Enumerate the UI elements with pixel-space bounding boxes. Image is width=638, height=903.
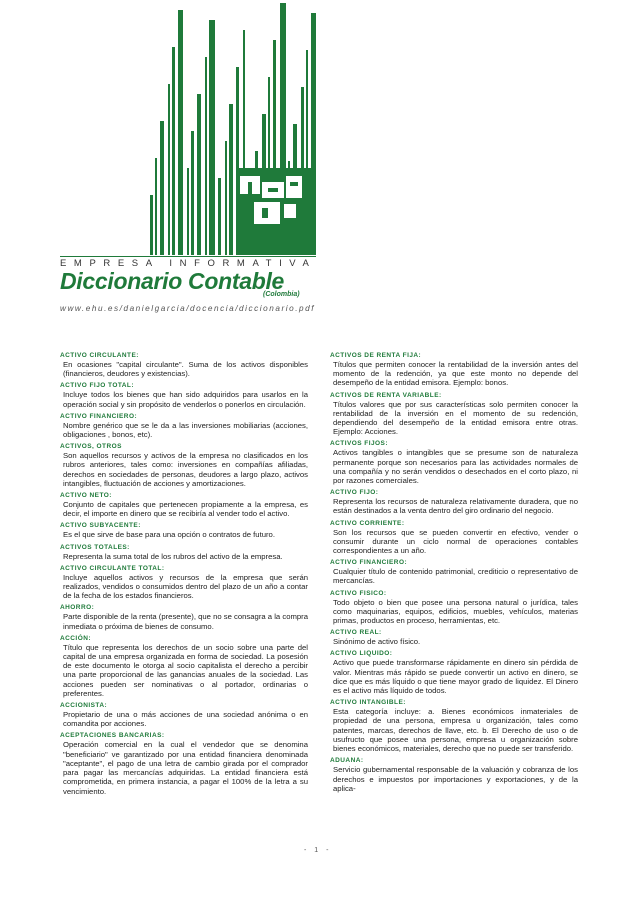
stripe-bar xyxy=(178,10,183,255)
entry-definition: En ocasiones "capital circulante". Suma de los activos disponibles (financieros, deudores y existencias). xyxy=(63,360,308,379)
entry-term: ACTIVOS, OTROS xyxy=(60,443,122,451)
glossary-entry xyxy=(60,701,310,728)
glossary-entry xyxy=(330,698,580,753)
entry-definition: Representa la suma total de los rubros del activo de la empresa. xyxy=(63,551,283,561)
entry-definition: Título que representa los derechos de un socio sobre una parte del capital de una empresa organizada en forma de sociedad. La posesión de este documento le otorga al socio capitalista el derecho a percibir una parte proporcional de las ganancias anuales de la sociedad. Las acciones pueden ser nominativas o al portador, ordinarias o preferentes. xyxy=(63,642,308,698)
glossary-entry xyxy=(330,391,580,437)
glossary-entry xyxy=(330,649,580,695)
glossary-entry xyxy=(60,381,310,408)
stripe-bar xyxy=(229,104,233,255)
glossary-entry xyxy=(60,731,310,795)
left-column xyxy=(60,351,310,799)
entry-term: ACTIVO FIJO TOTAL: xyxy=(60,382,134,390)
entry-definition: Operación comercial en la cual el vendedor que se denomina "beneficiario" ve garantizado por una entidad financiera denominada "aceptante", el pago de una letra de cambio girada por el comprador para pagar las mercancías adquiridas. La entidad financiera está comprometida, en primera instancia, a pagar el 100% de la letra a su vencimiento. xyxy=(63,740,308,796)
country-label: (Colombia) xyxy=(263,291,300,298)
stripe-bar xyxy=(197,94,201,255)
brand-name: EMPRESA INFORMATIVA xyxy=(60,258,317,269)
entry-definition: Títulos que permiten conocer la rentabilidad de la inversión antes del momento de la redención, ya que este monto no depende del desempeño de la entidad emisora. Ejemplo: bonos. xyxy=(333,360,578,388)
entry-term: ACTIVO INTANGIBLE: xyxy=(330,699,406,707)
entry-term: ADUANA: xyxy=(330,757,364,765)
glossary-entry xyxy=(330,439,580,485)
stripe-bar xyxy=(209,20,215,255)
entry-definition: Activo que puede transformarse rápidamente en dinero sin pérdida de valor. Mientras más rápido se puede convertir un activo en dinero, se dice que es más líquido o que tiene mayor grado de liquidez. El Dinero es el activo más líquido de todos. xyxy=(333,658,578,696)
entry-definition: Activos tangibles o intangibles que se presume son de naturaleza permanente porque son necesarios para las actividades normales de una compañía y no serán vendidos o desechados en el corto plazo, ni por razones comerciales. xyxy=(333,448,578,486)
entry-term: ACTIVO FIJO: xyxy=(330,489,379,497)
glossary-entry xyxy=(60,564,310,601)
glossary-entry xyxy=(60,491,310,518)
stripe-bar xyxy=(218,178,221,255)
page-title: Diccionario Contable xyxy=(60,268,285,294)
glossary-entry xyxy=(60,442,310,488)
entry-term: ACTIVO SUBYACENTE: xyxy=(60,522,141,530)
glossary-entry xyxy=(60,543,310,561)
entry-term: ACTIVOS DE RENTA VARIABLE: xyxy=(330,391,442,399)
stripe-bar xyxy=(155,158,157,255)
entry-term: ACTIVO FINANCIERO: xyxy=(60,412,138,420)
glossary-entry xyxy=(330,351,580,388)
stripe-bar xyxy=(172,47,175,255)
glossary-entry xyxy=(330,628,580,646)
entry-definition: Servicio gubernamental responsable de la valuación y cobranza de los derechos e impuestos por importaciones y exportaciones, y de la aplica- xyxy=(333,765,578,793)
glossary-entry xyxy=(330,589,580,626)
entry-term: AHORRO: xyxy=(60,604,95,612)
stripe-bar xyxy=(205,57,207,255)
entry-definition: Cualquier título de contenido patrimonial, crediticio o representativo de mercancías. xyxy=(333,567,578,586)
brand-rule xyxy=(60,256,316,257)
glossary-entry xyxy=(330,756,580,793)
entry-term: ACTIVO LIQUIDO: xyxy=(330,650,393,658)
entry-term: ACTIVO FINANCIERO: xyxy=(330,559,408,567)
stripe-bar xyxy=(168,84,170,255)
entry-term: ACTIVOS FIJOS: xyxy=(330,440,388,448)
entry-definition: Propietario de una o más acciones de una sociedad anónima o en comandita por acciones. xyxy=(63,710,308,729)
stripe-bar xyxy=(225,141,227,255)
glossary-entry xyxy=(60,521,310,539)
entry-definition: Son los recursos que se pueden convertir en efectivo, vender o consumir durante un ciclo normal de operaciones contables correspondientes a un año. xyxy=(333,527,578,556)
source-url: www.ehu.es/danielgarcia/docencia/diccionario.pdf xyxy=(60,304,316,313)
entry-definition: Parte disponible de la renta (presente), que no se consagra a la compra inmediata o próxima de bienes de consumo. xyxy=(63,612,308,631)
glossary-entry xyxy=(330,519,580,556)
entry-definition: Todo objeto o bien que posee una persona natural o jurídica, tales como maquinarias, equipos, edificios, muebles, vehículos, materias primas, productos en proceso, herramientas, etc. xyxy=(333,597,578,626)
entry-definition: Conjunto de capitales que pertenecen propiamente a la empresa, es decir, el importe en dinero que se recibiría al vender todo el activo. xyxy=(63,500,308,519)
entry-definition: Incluye todos los bienes que han sido adquiridos para usarlos en la operación social y sin propósito de venderlos o ponerlos en circulación. xyxy=(63,390,308,409)
glossary-entry xyxy=(60,351,310,378)
entry-definition: Sinónimo de activo físico. xyxy=(333,637,421,647)
glossary-entry xyxy=(60,634,310,698)
glossary-entry xyxy=(60,603,310,630)
entry-definition: Esta categoría incluye: a. Bienes económicos inmateriales de propiedad de una persona, empresa u organización, tales como patentes, marcas, derechos de llave, etc. b. El Derecho de uso o de usufructo que posee una persona, empresa u organización sobre bienes económicos, materiales, derecho que no puede ser transferido. xyxy=(333,707,578,754)
entry-term: ACTIVO CORRIENTE: xyxy=(330,519,405,527)
entry-definition: Títulos valores que por sus características solo permiten conocer la rentabilidad de la inversión en el momento de su redención, dependiendo del desempeño de la entidad emisora entre otras. Ejemplo: Acciones. xyxy=(333,399,578,437)
entry-term: ACCIONISTA: xyxy=(60,702,108,710)
stripe-bar xyxy=(191,131,194,255)
entry-term: ACTIVO REAL: xyxy=(330,629,382,637)
entry-definition: Incluye aquellos activos y recursos de la empresa que serán realizados, vendidos o consumidos dentro del plazo de un año a contar de la fecha de los estados financieros. xyxy=(63,572,308,601)
glossary-entry xyxy=(60,412,310,439)
entry-definition: Son aquellos recursos y activos de la empresa no clasificados en los rubros anteriores, tales como: inversiones en compañías afiliadas, derechos en sociedades de personas, deudores a largo plazo, activos intangibles, fluctuación de acciones y amortizaciones. xyxy=(63,451,308,488)
right-column xyxy=(330,351,580,796)
entry-term: ACEPTACIONES BANCARIAS: xyxy=(60,732,165,740)
entry-term: ACTIVOS TOTALES: xyxy=(60,543,130,551)
entry-term: ACTIVO NETO: xyxy=(60,492,112,500)
entry-term: ACTIVO FISICO: xyxy=(330,589,387,597)
glossary-entry xyxy=(330,558,580,585)
stripe-bar xyxy=(160,121,164,255)
entry-term: ACTIVO CIRCULANTE TOTAL: xyxy=(60,564,165,572)
entry-term: ACTIVO CIRCULANTE: xyxy=(60,352,139,359)
stripe-bar xyxy=(187,168,189,255)
entry-definition: Es el que sirve de base para una opción o contratos de futuro. xyxy=(63,530,275,540)
stripe-bar xyxy=(150,195,153,255)
entry-term: ACTIVOS DE RENTA FIJA: xyxy=(330,352,422,359)
page-number: - 1 - xyxy=(304,847,332,854)
glossary-entry xyxy=(330,488,580,515)
entry-term: ACCIÓN: xyxy=(60,634,91,642)
header-stripes-graphic xyxy=(0,0,638,260)
entry-definition: Nombre genérico que se le da a las inversiones mobiliarias (acciones, obligaciones , bonos, etc). xyxy=(63,420,308,440)
entry-definition: Representa los recursos de naturaleza relativamente duradera, que no están destinados a la venta dentro del giro ordinario del negocio. xyxy=(333,497,578,516)
